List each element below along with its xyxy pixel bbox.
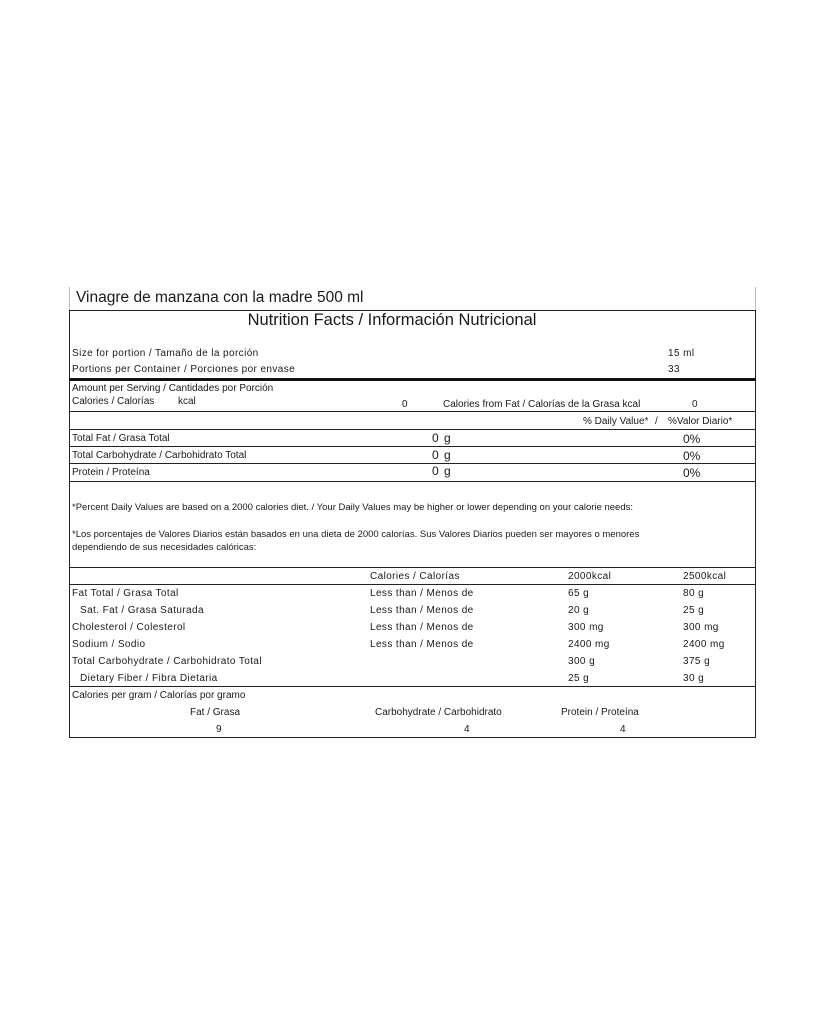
- ref-row-2000: 2400 mg: [568, 639, 610, 650]
- nutrient-protein-dv: 0%: [683, 466, 701, 480]
- footnote-es-line2: dependiendo de sus necesidades calóricas:: [72, 542, 257, 553]
- dv-header-slash: /: [655, 416, 658, 427]
- ref-row-2000: 25 g: [568, 673, 590, 684]
- divider-n2: [69, 463, 756, 464]
- nutrient-total-carb-amount: 0 g: [432, 448, 452, 462]
- ref-row-2500: 25 g: [683, 605, 705, 616]
- ref-row-2500: 80 g: [683, 588, 705, 599]
- ref-row-2500: 2400 mg: [683, 639, 725, 650]
- dv-header-left: % Daily Value*: [583, 416, 649, 427]
- ref-row-label: Dietary Fiber / Fibra Dietaria: [80, 673, 218, 684]
- frame-bottom: [69, 737, 756, 738]
- nutrient-total-fat-amount: 0 g: [432, 431, 452, 445]
- divider-footnote: [69, 567, 756, 568]
- ref-row-2000: 300 g: [568, 656, 596, 667]
- product-title: Vinagre de manzana con la madre 500 ml: [76, 289, 364, 306]
- ref-row-2500: 30 g: [683, 673, 705, 684]
- portions-value: 33: [668, 364, 680, 375]
- per-gram-carb-value: 4: [464, 724, 470, 735]
- ref-row-qualifier: Less than / Menos de: [370, 605, 474, 616]
- divider-amount: [69, 411, 756, 412]
- ref-row-label: Total Carbohydrate / Carbohidrato Total: [72, 656, 262, 667]
- thick-divider: [69, 378, 756, 381]
- nutrient-total-carb-dv: 0%: [683, 449, 701, 463]
- footnote-es-line1: *Los porcentajes de Valores Diarios están basados en una dieta de 2000 calorías. Sus Valores Diarios pueden ser mayores o menores: [72, 529, 640, 540]
- frame-left: [69, 310, 70, 738]
- ref-row-label: Sat. Fat / Grasa Saturada: [80, 605, 204, 616]
- portions-label: Portions per Container / Porciones por envase: [72, 364, 296, 375]
- ref-header-calories: Calories / Calorías: [370, 571, 460, 582]
- nutrient-total-fat-label: Total Fat / Grasa Total: [72, 433, 170, 444]
- serving-size-value: 15 ml: [668, 348, 695, 359]
- title-left-border: [69, 287, 70, 310]
- ref-row-2500: 300 mg: [683, 622, 719, 633]
- ref-row-2000: 300 mg: [568, 622, 604, 633]
- per-gram-header: Calories per gram / Calorías por gramo: [72, 690, 246, 701]
- nutrition-heading: Nutrition Facts / Información Nutricional: [247, 311, 537, 329]
- calories-label: Calories / Calorías: [72, 396, 155, 407]
- ref-row-2500: 375 g: [683, 656, 711, 667]
- divider-per-gram: [69, 686, 756, 687]
- ref-row-2000: 65 g: [568, 588, 590, 599]
- per-gram-carb-label: Carbohydrate / Carbohidrato: [375, 707, 502, 718]
- divider-n3: [69, 481, 756, 482]
- calories-from-fat-label: Calories from Fat / Calorías de la Grasa kcal: [443, 399, 641, 410]
- nutrient-total-carb-label: Total Carbohydrate / Carbohidrato Total: [72, 450, 247, 461]
- divider-n1: [69, 446, 756, 447]
- ref-row-label: Sodium / Sodio: [72, 639, 146, 650]
- serving-size-label: Size for portion / Tamaño de la porción: [72, 348, 259, 359]
- ref-header-2500: 2500kcal: [683, 571, 727, 582]
- divider-dv: [69, 429, 756, 430]
- calories-value: 0: [402, 399, 408, 410]
- dv-header-right: %Valor Diario*: [668, 416, 733, 427]
- footnote-en: *Percent Daily Values are based on a 2000 calories diet. / Your Daily Values may be higher or lower depending on your calorie needs:: [72, 502, 634, 513]
- nutrient-protein-label: Protein / Proteína: [72, 467, 150, 478]
- ref-row-label: Fat Total / Grasa Total: [72, 588, 179, 599]
- ref-row-qualifier: Less than / Menos de: [370, 622, 474, 633]
- frame-right: [755, 310, 756, 738]
- ref-row-2000: 20 g: [568, 605, 590, 616]
- per-gram-protein-value: 4: [620, 724, 626, 735]
- nutrient-total-fat-dv: 0%: [683, 432, 701, 446]
- amount-header: Amount per Serving / Cantidades por Porción: [72, 383, 274, 394]
- calories-from-fat-value: 0: [692, 399, 698, 410]
- divider-ref-header: [69, 584, 756, 585]
- per-gram-fat-label: Fat / Grasa: [190, 707, 241, 718]
- nutrient-protein-amount: 0 g: [432, 464, 452, 478]
- per-gram-fat-value: 9: [216, 724, 222, 735]
- per-gram-protein-label: Protein / Proteína: [561, 707, 639, 718]
- ref-row-label: Cholesterol / Colesterol: [72, 622, 186, 633]
- ref-header-2000: 2000kcal: [568, 571, 612, 582]
- calories-unit: kcal: [178, 396, 196, 407]
- ref-row-qualifier: Less than / Menos de: [370, 588, 474, 599]
- title-right-border: [755, 287, 756, 310]
- ref-row-qualifier: Less than / Menos de: [370, 639, 474, 650]
